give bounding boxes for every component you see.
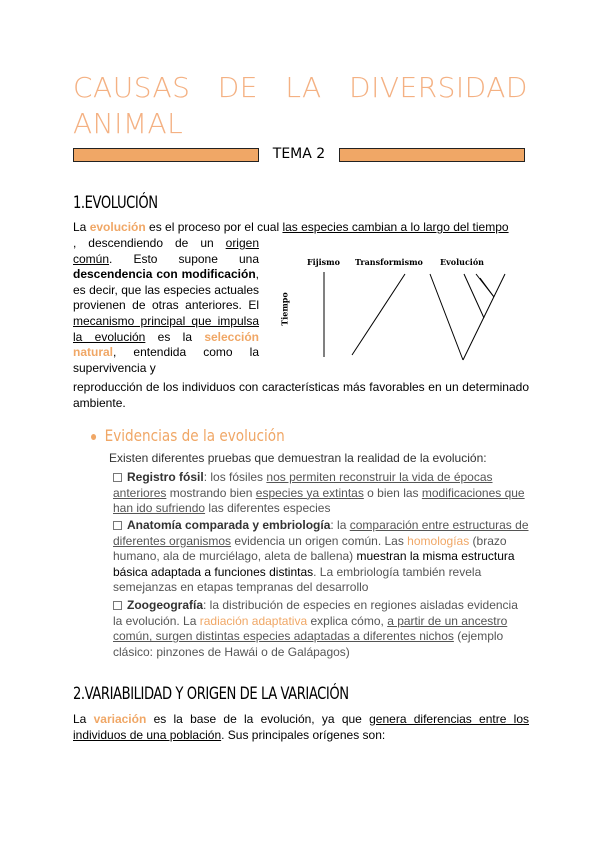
evolution-lines (280, 252, 532, 370)
underlined-text: a partir de un ancestro común, surgen distintas especies adaptadas a diferentes nichos (113, 613, 508, 644)
document-title (73, 70, 528, 142)
text: evidencia un origen común. Las (231, 533, 408, 548)
section2-paragraph (73, 712, 529, 743)
evidence-item-anatomia (113, 518, 530, 596)
label-evolucion: Evolución (440, 257, 484, 267)
text: , es decir, que las especies actuales provienen de otras anteriores. El (73, 267, 259, 313)
section1-heading: 1.EVOLUCIÓN (73, 193, 158, 213)
term-evolucion: evolución (89, 220, 146, 234)
title-word: DIVERSIDAD (349, 71, 528, 104)
title-word: DE (217, 71, 258, 104)
text: embriología (336, 564, 400, 579)
label-fijismo: Fijismo (307, 257, 340, 267)
text: o bien las (363, 485, 422, 500)
section1-paragraph-top (73, 220, 529, 236)
evidencias-intro: Existen diferentes pruebas que demuestran la realidad de la evolución: (109, 451, 487, 465)
term-radiacion-adaptativa: radiación adaptativa (199, 613, 308, 628)
axis-label-tiempo: Tiempo (279, 292, 290, 326)
underlined-text: modificaciones que han ido sufriendo (113, 485, 525, 516)
text: : la distribución de especies en regiones aisladas evidencia la evolución. La (113, 598, 518, 628)
checkbox-icon[interactable] (113, 601, 122, 610)
text: . La (313, 564, 337, 579)
transformismo-line (352, 274, 405, 355)
text: , entendida como la supervivencia y (73, 345, 259, 375)
evidencias-heading-text: Evidencias de la evolución (104, 426, 285, 445)
text: mostrando bien (166, 485, 256, 500)
bold-text: descendencia con modificación (73, 267, 256, 282)
text: . Sus principales orígenes son: (221, 727, 386, 742)
text: : los fósiles (203, 470, 267, 484)
label-transformismo: Transformismo (355, 257, 423, 267)
item-title: Anatomía comparada y embriología (127, 518, 331, 532)
term-homologias: homologías (407, 533, 470, 548)
underlined-text: origen común (73, 236, 259, 266)
decorative-bar-left (73, 148, 259, 162)
section2-heading: 2.VARIABILIDAD Y ORIGEN DE LA VARIACIÓN (73, 684, 349, 704)
evolucion-branch (476, 274, 494, 297)
text: (ejemplo clásico: pinzones de Hawái o de Galápagos) (113, 629, 504, 659)
item-title: Zoogeografía (127, 598, 204, 612)
evidence-item-zoogeografia (113, 598, 530, 660)
checkbox-icon[interactable] (113, 473, 122, 482)
term-variacion: variación (93, 712, 147, 726)
text: las diferentes especies (205, 501, 331, 516)
text: es la base de la evolución, ya que (146, 712, 370, 726)
tema-banner (73, 146, 525, 166)
text: : la (330, 518, 350, 532)
evidence-item-fosil (113, 470, 530, 517)
title-word: LA (285, 71, 322, 104)
tema-label: TEMA 2 (272, 146, 326, 162)
underlined-text: mecanismo principal que impulsa la evolución (73, 313, 259, 344)
evolucion-branch (430, 274, 463, 360)
item-title: Registro fósil (127, 470, 204, 484)
decorative-bar-right (339, 148, 525, 162)
evidencias-heading (91, 426, 285, 445)
text: La (73, 220, 90, 234)
underlined-text: nos permiten reconstruir la vida de épocas anteriores (113, 470, 493, 500)
text: es el proceso por el cual (145, 220, 283, 234)
text: , descendiendo de un (73, 236, 226, 250)
section1-paragraph-wrap (73, 236, 259, 376)
title-line2: ANIMAL (73, 107, 184, 140)
underlined-text: comparación entre estructuras de diferentes organismos (113, 518, 529, 548)
title-word: CAUSAS (73, 71, 191, 104)
text: (brazo humano, ala de murciélago, aleta de ballena) (113, 533, 507, 564)
text: La (73, 712, 94, 726)
text: . Esto supone una (109, 251, 259, 266)
underlined-text: especies ya extintas (255, 485, 364, 500)
evolution-models-figure (280, 252, 532, 370)
term-seleccion-natural: selección natural (73, 329, 260, 360)
emphasis-text: muestran la misma estructura básica adaptada a funciones distintas (113, 549, 515, 579)
text: es la (145, 329, 205, 344)
bullet-icon (91, 434, 96, 440)
section1-paragraph-bottom: reproducción de los individuos con características más favorables en un determinado ambiente. (73, 380, 529, 410)
text: explica cómo, (307, 613, 388, 628)
checkbox-icon[interactable] (113, 521, 122, 530)
underlined-text: genera diferencias entre los individuos de una población (73, 712, 529, 742)
text: también revela semejanzas en etapas tempranas del desarrollo (113, 564, 482, 595)
underlined-text: las especies cambian a lo largo del tiempo (282, 220, 509, 234)
